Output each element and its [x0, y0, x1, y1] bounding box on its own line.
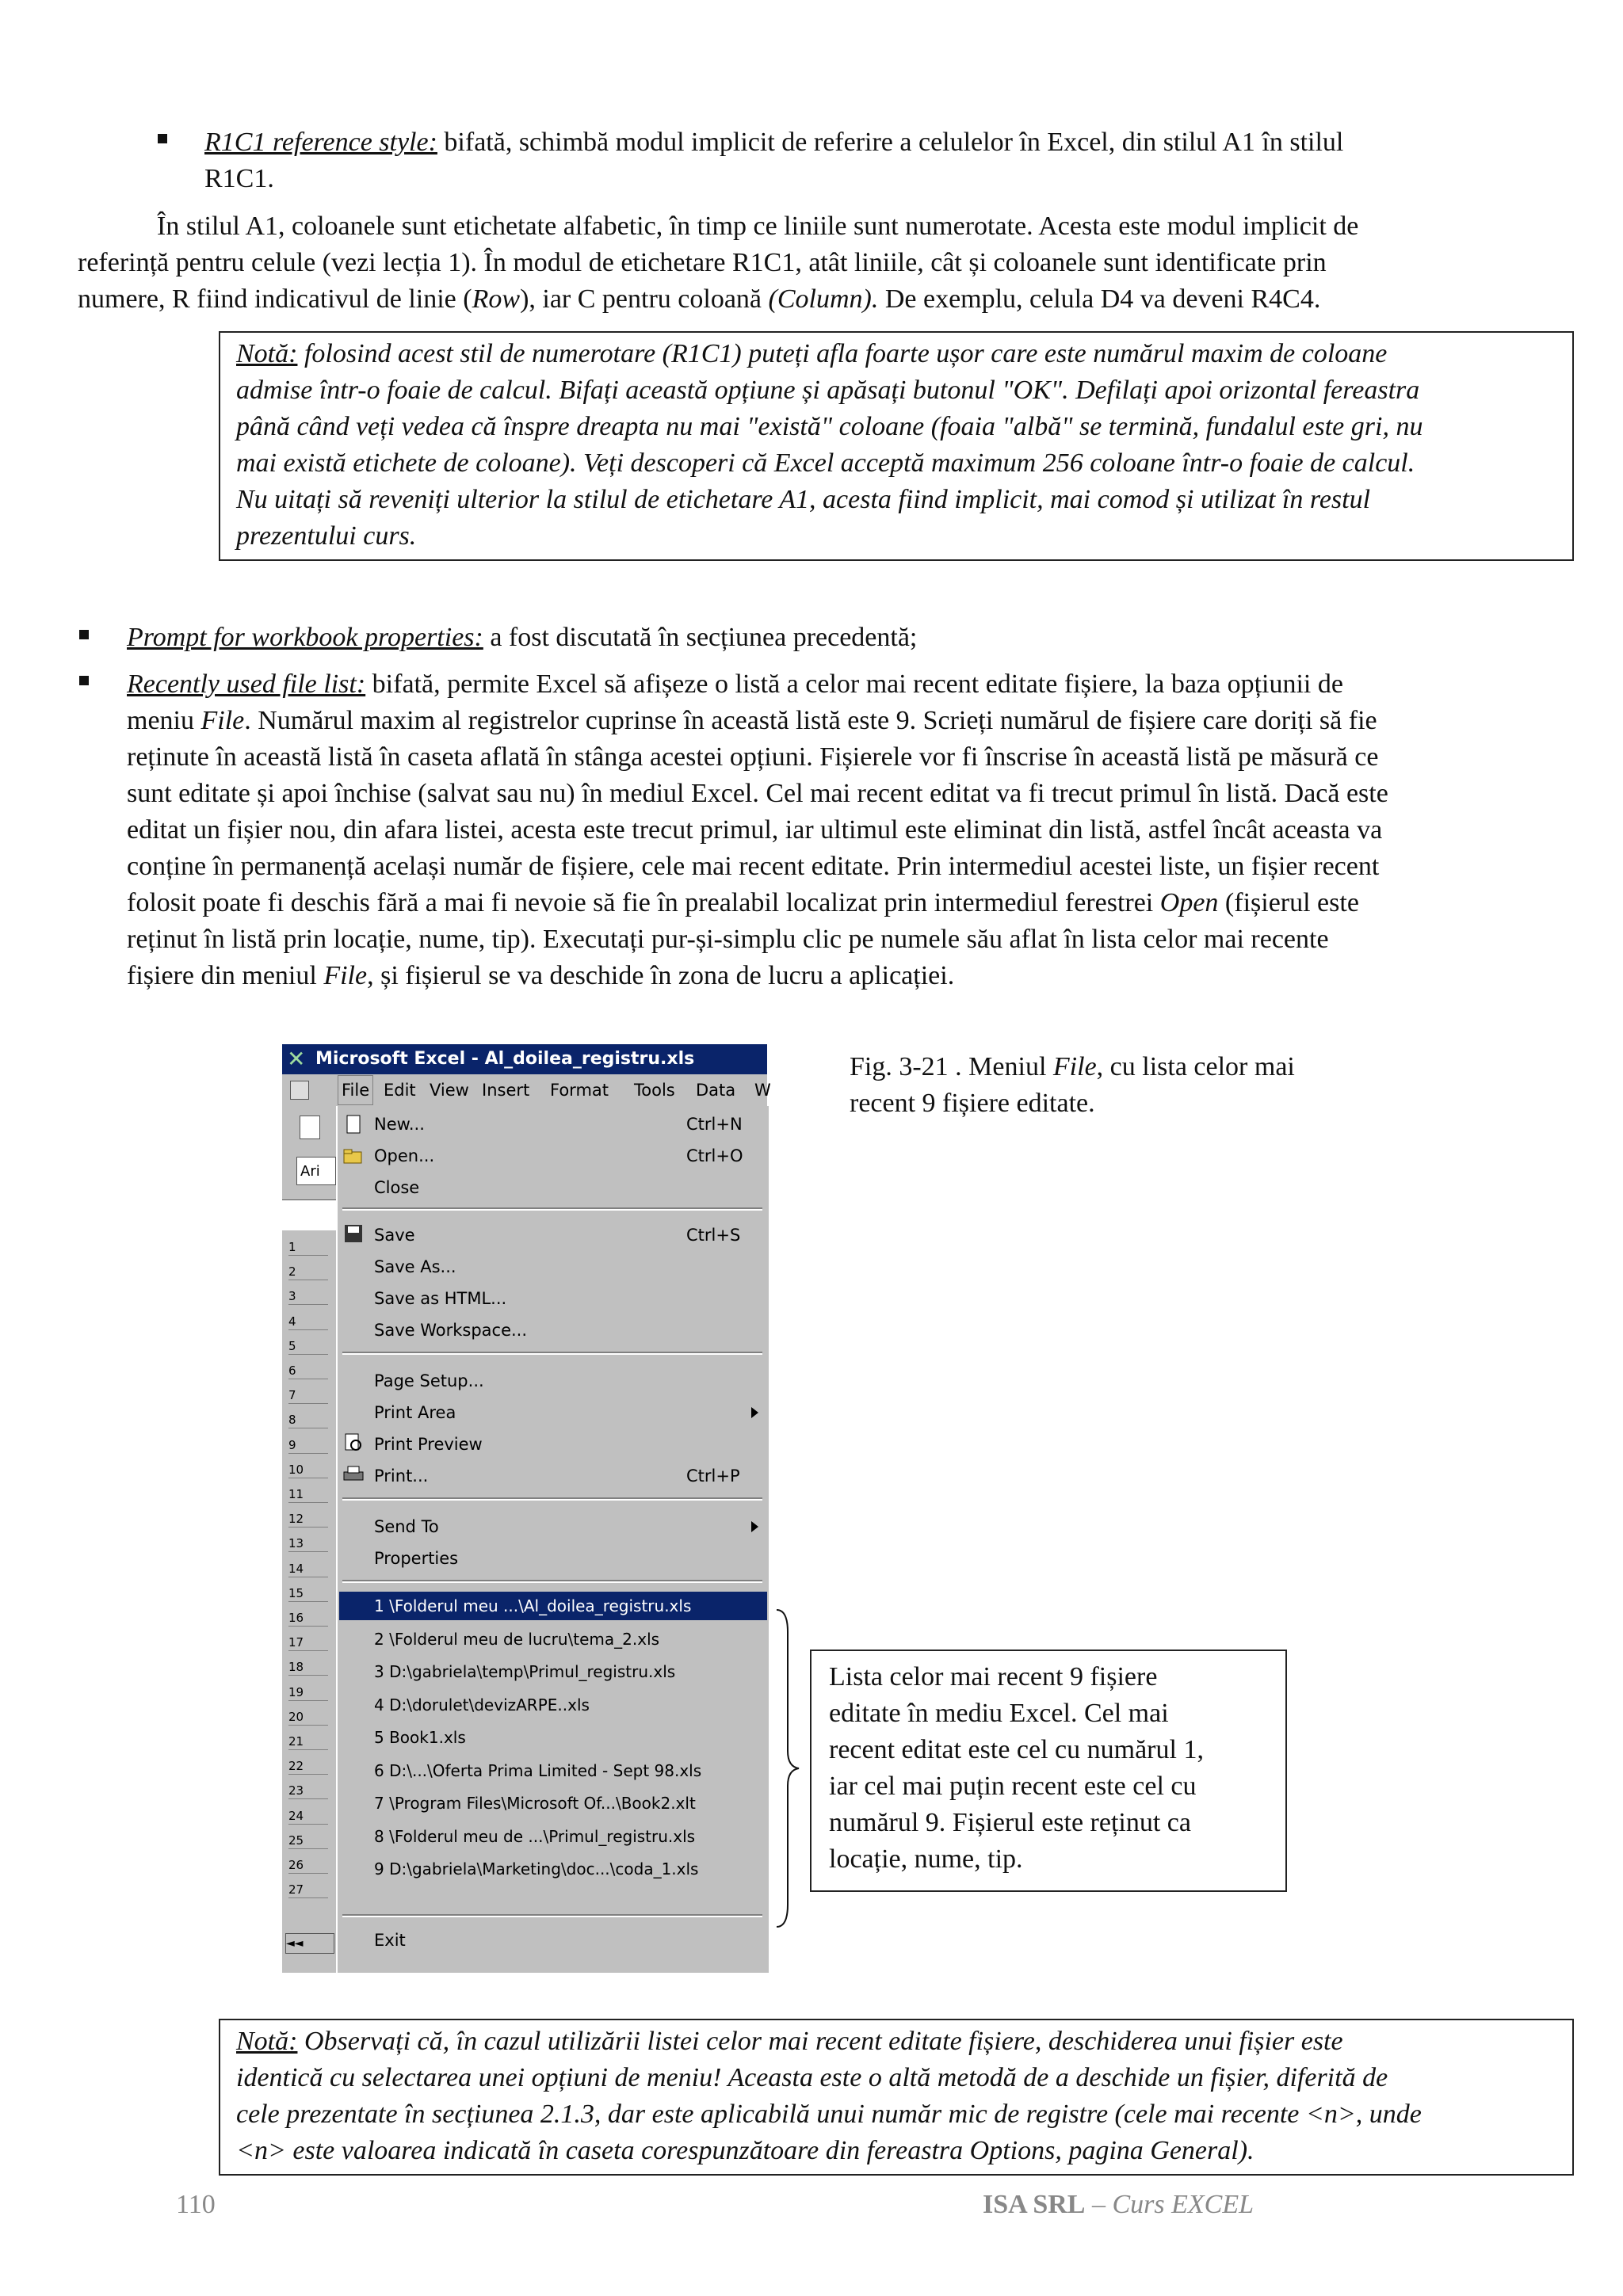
- menu-separator: [342, 1914, 762, 1917]
- doc-icon: [290, 1081, 309, 1100]
- note-label: Notă:: [236, 339, 298, 368]
- recent-file-item[interactable]: 8 \Folderul meu de ...\Primul_registru.xls: [374, 1826, 696, 1846]
- menu-item-save-workspace[interactable]: Save Workspace...: [374, 1321, 528, 1340]
- row-header[interactable]: 21: [288, 1733, 328, 1750]
- menu-item-open[interactable]: Open...: [374, 1146, 435, 1165]
- menu-item-print[interactable]: Print...: [374, 1466, 429, 1486]
- excel-file-menu-screenshot: [282, 1044, 771, 1973]
- excel-title-bar: [282, 1044, 767, 1074]
- row-header[interactable]: 16: [288, 1610, 328, 1627]
- bullet-marker: [158, 134, 167, 143]
- shortcut-new: Ctrl+N: [686, 1115, 743, 1134]
- prompt-properties-term: Prompt for workbook properties:: [127, 623, 483, 652]
- formula-box: [282, 1199, 336, 1230]
- row-header[interactable]: 11: [288, 1486, 328, 1503]
- curly-brace: [775, 1608, 802, 1928]
- menu-item-save-as-html[interactable]: Save as HTML...: [374, 1289, 507, 1308]
- row-header[interactable]: 5: [288, 1338, 328, 1355]
- row-header[interactable]: 20: [288, 1709, 328, 1726]
- row-header[interactable]: 7: [288, 1387, 328, 1404]
- new-file-icon: [342, 1114, 365, 1135]
- menu-item-new[interactable]: New...: [374, 1115, 425, 1134]
- recent-file-item[interactable]: 3 D:\gabriela\temp\Primul_registru.xls: [374, 1662, 676, 1681]
- row-header[interactable]: 6: [288, 1363, 328, 1379]
- recent-file-item[interactable]: 4 D:\dorulet\devizARPE..xls: [374, 1695, 590, 1714]
- a1-style-paragraph: În stilul A1, coloanele sunt etichetate alfabetic, în timp ce liniile sunt numerotate. Acesta este modul implicit de referință pentru celule (vezi lecția 1). În modul de etichetare R1C1, atât liniile, cât și coloanele sunt identificate prin numere, R fiind indicativul de linie (Row), iar C pentru coloană (Column). De exemplu, celula D4 va deveni R4C4.: [78, 212, 1359, 314]
- recent-file-item[interactable]: 6 D:\...\Oferta Prima Limited - Sept 98.xls: [374, 1760, 702, 1780]
- row-header[interactable]: 8: [288, 1412, 328, 1428]
- recent-list-callout: Lista celor mai recent 9 fișiere editate în mediu Excel. Cel mai recent editat este cel cu numărul 1, iar cel mai puțin recent este cel cu numărul 9. Fișierul este reținut ca locație, nume, tip.: [810, 1650, 1287, 1892]
- menu-view[interactable]: View: [430, 1081, 469, 1100]
- bullet-marker: [79, 630, 89, 639]
- row-header[interactable]: 9: [288, 1437, 328, 1454]
- menu-separator: [342, 1580, 762, 1583]
- menu-item-save-as[interactable]: Save As...: [374, 1257, 456, 1276]
- row-header[interactable]: 23: [288, 1783, 328, 1799]
- menu-data[interactable]: Data: [696, 1081, 736, 1100]
- menu-tools[interactable]: Tools: [634, 1081, 675, 1100]
- file-dropdown-menu: [336, 1106, 769, 1973]
- save-disk-icon: [342, 1223, 365, 1244]
- sheet-nav-buttons[interactable]: ◄◄: [285, 1933, 334, 1954]
- menu-item-close[interactable]: Close: [374, 1178, 420, 1197]
- recent-file-item[interactable]: 2 \Folderul meu de lucru\tema_2.xls: [374, 1629, 660, 1649]
- menu-format[interactable]: Format: [550, 1081, 609, 1100]
- row-header[interactable]: 17: [288, 1634, 328, 1651]
- prompt-properties-item: Prompt for workbook properties: a fost discutată în secțiunea precedentă;: [127, 623, 918, 652]
- row-header[interactable]: 10: [288, 1462, 328, 1478]
- figure-caption: Fig. 3-21 . Meniul File, cu lista celor mai recent 9 fișiere editate.: [850, 1052, 1295, 1118]
- note-box-r1c1: Notă: folosind acest stil de numerotare (R1C1) puteți afla foarte ușor care este numărul maxim de coloane admise într-o foaie de calcul. Bifați această opțiune și apăsați butonul "OK". Defilați apoi orizontal fereastra până când veți vedea că înspre dreapta nu mai "există" coloane (foaia "albă" se termină, fundalul este gri, nu mai există etichete de coloane). Veți descoperi că Excel acceptă maximum 256 coloane într-o foaie de calcul. Nu uitați să reveniți ulterior la stilul de etichetare A1, acesta fiind implicit, mai comod și utilizat în restul prezentului curs.: [219, 331, 1574, 561]
- menu-item-properties[interactable]: Properties: [374, 1549, 459, 1568]
- menu-insert[interactable]: Insert: [482, 1081, 530, 1100]
- row-header[interactable]: 14: [288, 1561, 328, 1577]
- row-header[interactable]: 1: [288, 1239, 328, 1256]
- new-doc-icon: [300, 1116, 320, 1139]
- menu-separator: [342, 1207, 762, 1211]
- menu-window[interactable]: W: [754, 1081, 771, 1100]
- menu-file[interactable]: File: [338, 1075, 373, 1105]
- row-header[interactable]: 4: [288, 1314, 328, 1330]
- menu-separator: [342, 1352, 762, 1355]
- submenu-arrow-icon: [751, 1521, 758, 1532]
- row-header[interactable]: 26: [288, 1857, 328, 1874]
- recent-file-item[interactable]: 7 \Program Files\Microsoft Of...\Book2.xlt: [374, 1794, 696, 1813]
- row-header[interactable]: 18: [288, 1659, 328, 1676]
- open-folder-icon: [342, 1146, 365, 1166]
- row-header[interactable]: 12: [288, 1511, 328, 1527]
- recent-file-item[interactable]: 9 D:\gabriela\Marketing\doc...\coda_1.xls: [374, 1859, 699, 1878]
- shortcut-print: Ctrl+P: [686, 1466, 740, 1486]
- page-number: 110: [176, 2190, 216, 2219]
- recent-file-item[interactable]: 5 Book1.xls: [374, 1728, 466, 1747]
- menu-item-exit[interactable]: Exit: [374, 1931, 406, 1950]
- excel-logo-icon: ✕: [287, 1046, 306, 1072]
- menu-item-page-setup[interactable]: Page Setup...: [374, 1371, 484, 1390]
- row-header[interactable]: 13: [288, 1535, 328, 1552]
- menu-item-print-preview[interactable]: Print Preview: [374, 1435, 483, 1454]
- row-header[interactable]: 15: [288, 1585, 328, 1602]
- print-preview-icon: [342, 1432, 365, 1453]
- recent-files-term: Recently used file list:: [127, 669, 366, 699]
- menu-item-save[interactable]: Save: [374, 1226, 415, 1245]
- menu-item-print-area[interactable]: Print Area: [374, 1403, 456, 1422]
- printer-icon: [342, 1464, 365, 1485]
- row-header[interactable]: 25: [288, 1833, 328, 1849]
- excel-menu-bar: [282, 1074, 771, 1106]
- bullet-marker: [79, 676, 89, 685]
- row-header[interactable]: 2: [288, 1264, 328, 1280]
- row-header[interactable]: 3: [288, 1288, 328, 1305]
- r1c1-term: R1C1 reference style:: [204, 128, 437, 157]
- worksheet-left-strip: [282, 1106, 336, 1973]
- note-label: Notă:: [236, 2027, 298, 2056]
- r1c1-paragraph: R1C1 reference style: bifată, schimbă modul implicit de referire a celulelor în Excel, din stilul A1 în stilul R1C1.: [204, 128, 1344, 193]
- font-box[interactable]: Ari: [296, 1157, 336, 1185]
- row-header[interactable]: 27: [288, 1882, 328, 1898]
- row-header[interactable]: 19: [288, 1684, 328, 1701]
- recent-files-item: Recently used file list: bifată, permite Excel să afișeze o listă a celor mai recent editate fișiere, la baza opțiunii de meniu File. Numărul maxim al registrelor cuprinse în această listă este 9. Scrieți numărul de fișiere care doriți să fie reținute în această listă în caseta aflată în stânga acestei opțiuni. Fișierele vor fi înscrise în această listă pe măsură ce sunt editate și apoi închise (salvat sau nu) în mediul Excel. Cel mai recent editat va fi trecut primul în listă. Dacă este editat un fișier nou, din afara listei, acesta este trecut primul, iar ultimul este eliminat din listă, astfel încât aceasta va conține în permanență același număr de fișiere, cele mai recent editate. Prin intermediul acestei liste, un fișier recent folosit poate fi deschis fără a mai fi nevoie să fie în prealabil localizat prin intermediul ferestrei Open (fișierul este reținut în listă prin locație, nume, tip). Executați pur-și-simplu clic pe numele său aflat în lista celor mai recente fișiere din meniul File, și fișierul se va deschide în zona de lucru a aplicației.: [127, 669, 1388, 990]
- note-box-recent-files: Notă: Observați că, în cazul utilizării listei celor mai recent editate fișiere, deschiderea unui fișier este identică cu selectarea unei opțiuni de meniu! Aceasta este o altă metodă de a deschide un fișier, diferită de cele prezentate în secțiunea 2.1.3, dar este aplicabilă unui număr mic de registre (cele mai recente <n>, unde <n> este valoarea indicată în caseta corespunzătoare din fereastra Options, pagina General).: [219, 2019, 1574, 2176]
- menu-separator: [342, 1497, 762, 1501]
- shortcut-save: Ctrl+S: [686, 1226, 741, 1245]
- recent-file-item[interactable]: 1 \Folderul meu ...\Al_doilea_registru.xls: [374, 1596, 692, 1615]
- submenu-arrow-icon: [751, 1407, 758, 1418]
- menu-edit[interactable]: Edit: [384, 1081, 416, 1100]
- footer-brand: ISA SRL – Curs EXCEL: [983, 2190, 1254, 2219]
- shortcut-open: Ctrl+O: [686, 1146, 743, 1165]
- window-title: Microsoft Excel - Al_doilea_registru.xls: [315, 1049, 695, 1069]
- row-header[interactable]: 22: [288, 1758, 328, 1775]
- row-header[interactable]: 24: [288, 1808, 328, 1825]
- menu-item-send-to[interactable]: Send To: [374, 1517, 439, 1536]
